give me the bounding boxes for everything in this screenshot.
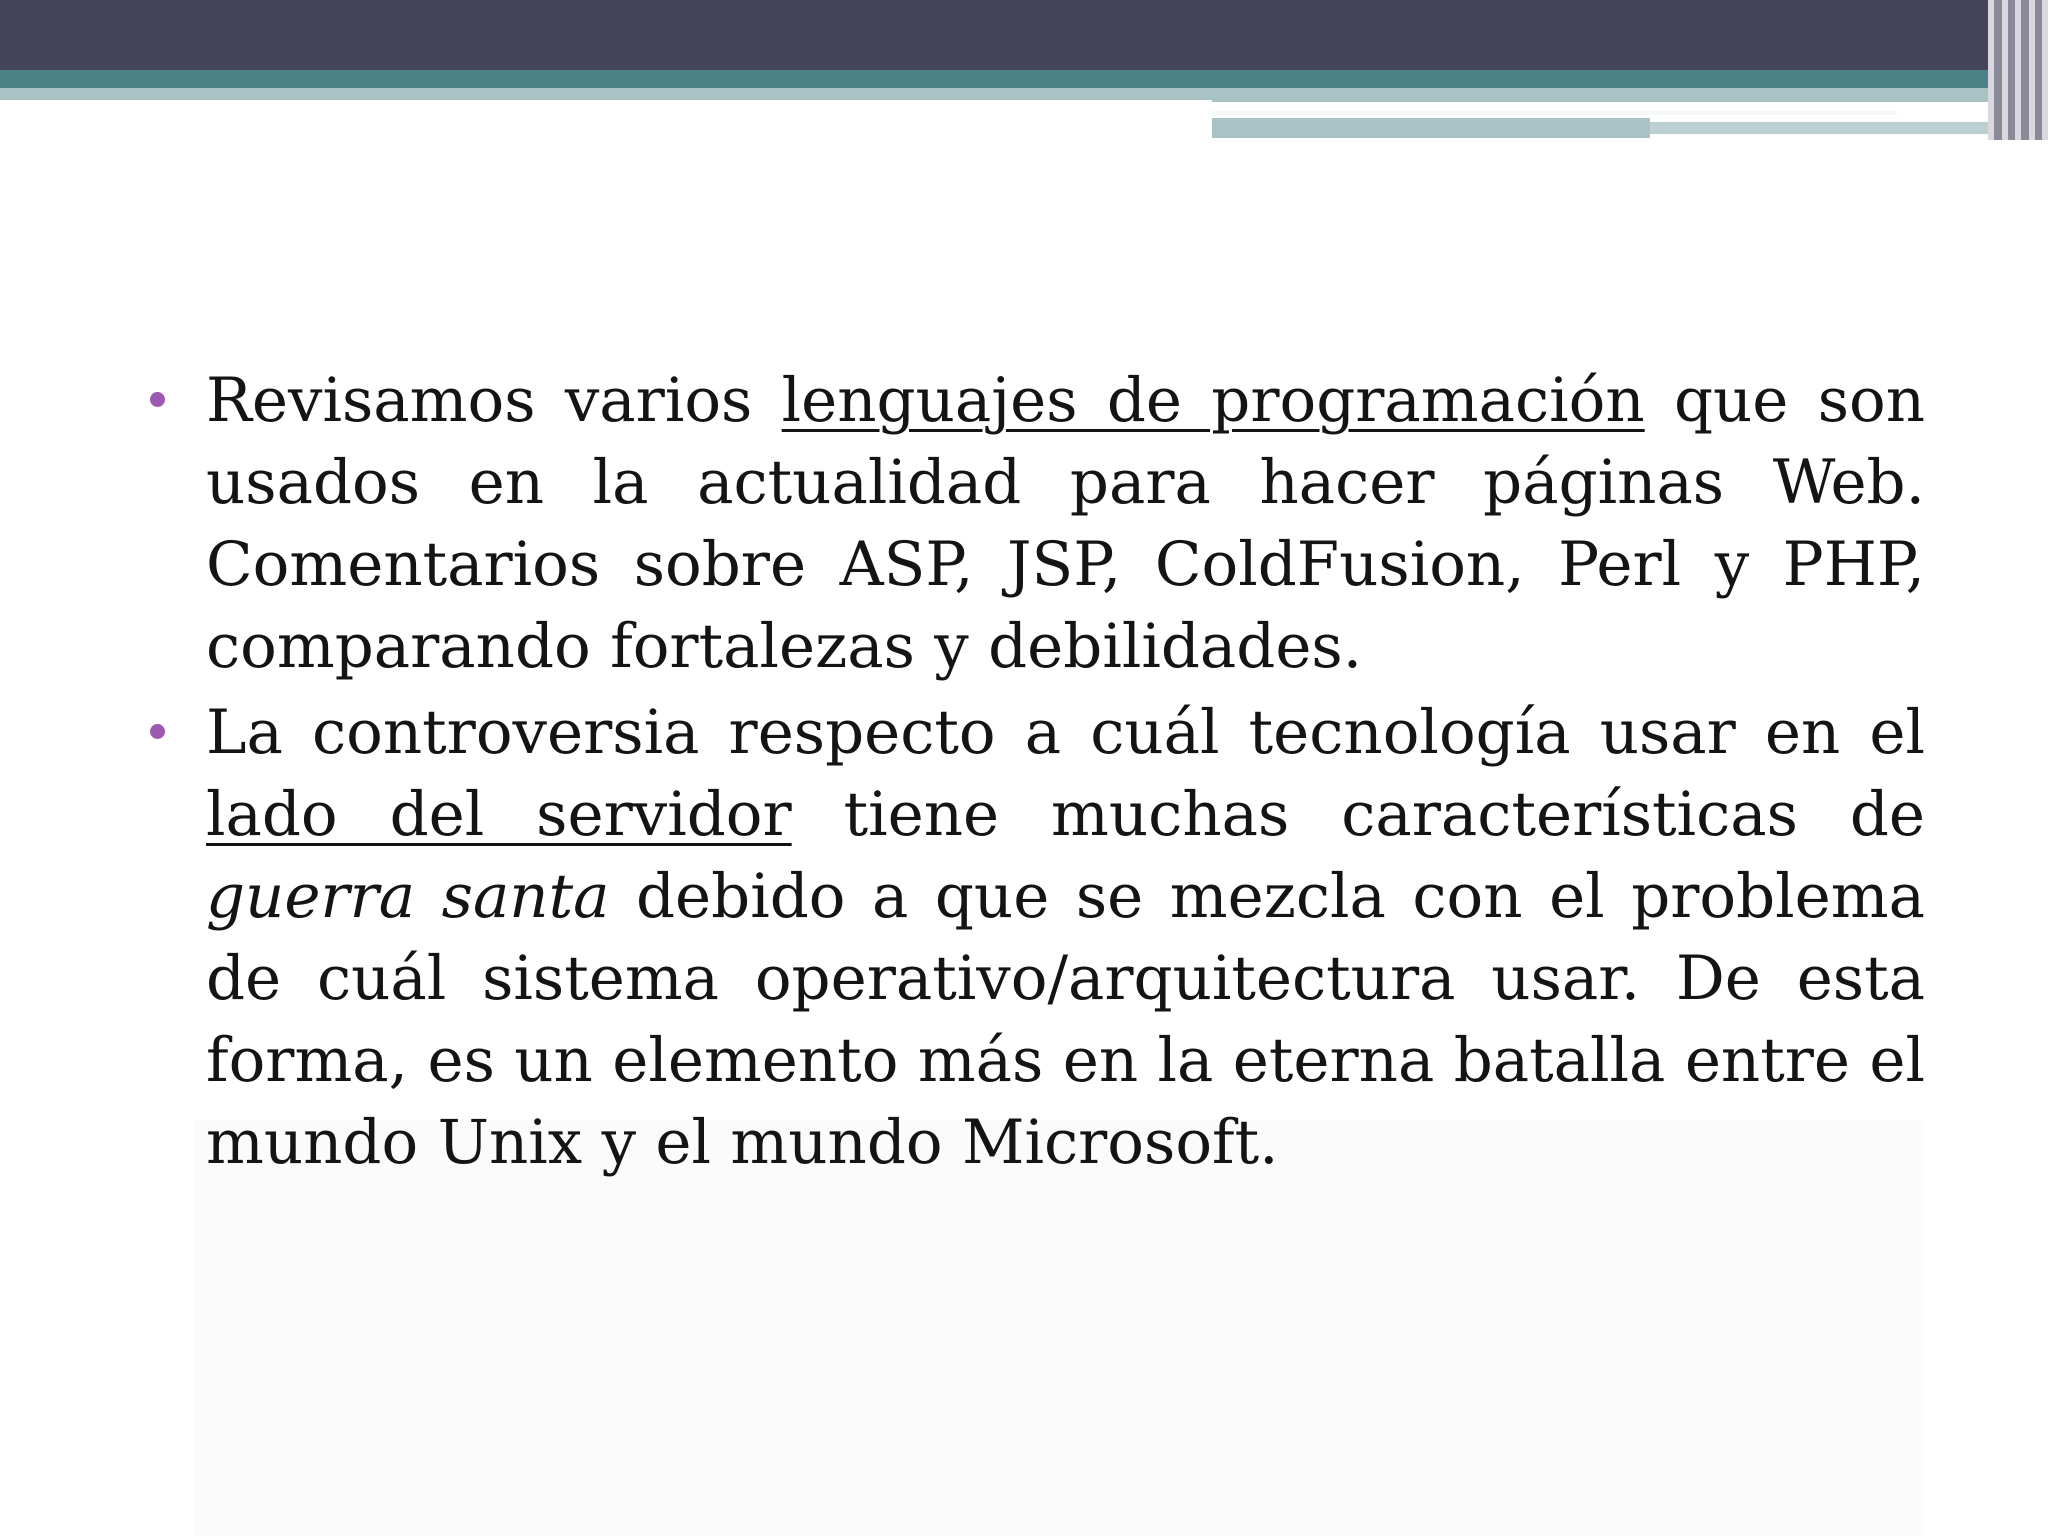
stripe <box>2029 0 2035 140</box>
header-white-line <box>1212 111 1897 115</box>
header-light-band-left <box>0 88 1212 100</box>
stripe <box>1988 0 1994 140</box>
bullet-dot-icon <box>150 724 165 739</box>
header-light-band-lower <box>1212 118 1650 138</box>
slide-body <box>140 360 1925 1188</box>
header-teal-band <box>0 70 2048 88</box>
bullet-item-1 <box>140 360 1925 688</box>
bullet-2-text-start: La controversia respecto a cuál tecnología usar en el <box>206 697 1925 768</box>
bullet-dot-icon <box>150 392 165 407</box>
stripe <box>2015 0 2021 140</box>
header-light-band-right <box>1212 88 2012 102</box>
header-corner-stripes <box>1988 0 2048 140</box>
bullet-list <box>140 360 1925 1184</box>
bullet-2-italic-term: guerra santa <box>206 861 610 932</box>
bullet-item-2 <box>140 692 1925 1184</box>
header-light-band-lower-right <box>1650 122 2010 134</box>
header-dark-band <box>0 0 2048 70</box>
bullet-2-underlined-term: lado del servidor <box>206 779 792 850</box>
bullet-1-text-start: Revisamos varios <box>206 365 782 436</box>
stripe <box>2042 0 2048 140</box>
bullet-2-text-middle: tiene muchas características de <box>791 779 1925 850</box>
bullet-1-text-end: que son usados en la actualidad para hacer páginas Web. Comentarios sobre ASP, JSP, ColdFusion, Perl y PHP, comparando fortalezas y debilidades. <box>206 365 1926 682</box>
bullet-2-text-end: debido a que se mezcla con el problema de cuál sistema operativo/arquitectura usar. De esta forma, es un elemento más en la eterna batalla entre el mundo Unix y el mundo Microsoft. <box>206 861 1925 1178</box>
bullet-1-underlined-term: lenguajes de programación <box>781 365 1645 436</box>
stripe <box>2002 0 2008 140</box>
